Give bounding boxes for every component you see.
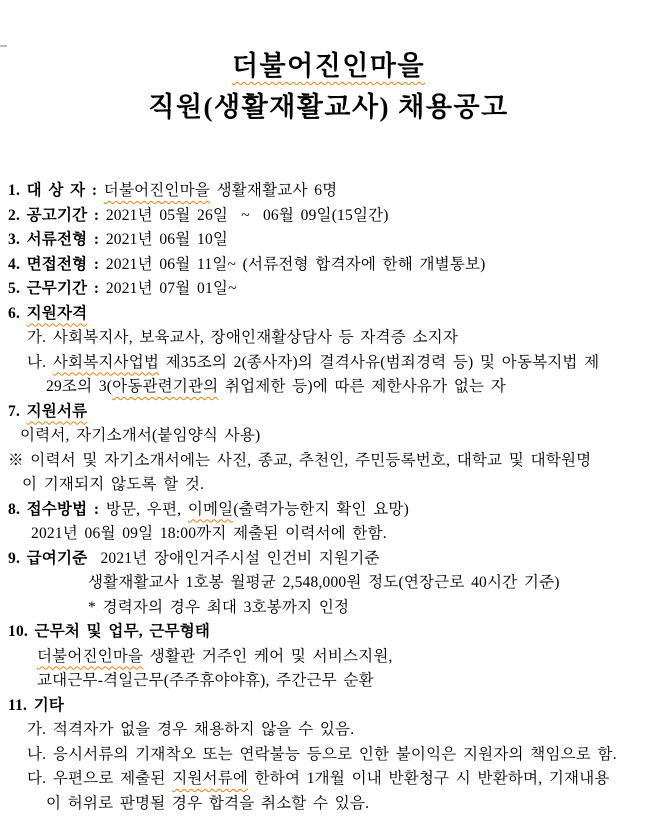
text-segment: * 경력자의 경우 최대 3호봉까지 인정 xyxy=(88,598,350,616)
text-segment: 2021년 06월 11일~ (서류전형 합격자에 한해 개별통보) xyxy=(105,255,486,273)
document-line-23 xyxy=(0,718,657,743)
document-line-14 xyxy=(0,498,657,523)
document-line-19 xyxy=(0,620,657,645)
text-segment: ※ 이력서 및 자기소개서에는 사진, 종교, 추천인, 주민등록번호, 대학교 및 대학원명 xyxy=(8,451,592,469)
text-segment: (출력가능한지 확인 요망) xyxy=(233,500,409,518)
text-segment: 5. 근무기간 : xyxy=(8,280,106,297)
text-segment: 다. 우편으로 제출된 xyxy=(27,770,173,787)
document-body xyxy=(0,179,657,816)
text-segment: 한하여 1개월 이내 반환청구 시 반환하며, 기재내용 xyxy=(248,770,610,787)
document-line-3 xyxy=(0,228,657,253)
text-segment: 10. 근무처 및 업무, 근무형태 xyxy=(8,623,211,640)
document-title xyxy=(0,46,657,128)
document-line-6 xyxy=(0,302,657,327)
text-segment: 교대근무-격일근무(주주휴야야휴), 주간근무 순환 xyxy=(37,672,374,689)
document-line-26 xyxy=(0,792,657,817)
document-line-9 xyxy=(0,375,657,400)
text-segment: 2021년 장애인거주시설 인건비 지원기준 xyxy=(87,549,380,567)
spellcheck-flagged-text: 이메일 xyxy=(187,500,234,518)
text-segment: 생활재활교사 6명 xyxy=(210,182,338,199)
text-segment: 8. 접수방법 : xyxy=(8,500,106,518)
spellcheck-flagged-text: 더불어진인마을 xyxy=(103,182,210,199)
document-line-25 xyxy=(0,767,657,792)
spellcheck-flagged-text: 사회복지사업법 xyxy=(52,353,160,371)
document-line-17 xyxy=(0,571,657,596)
text-segment: 2021년 07월 01일~ xyxy=(105,280,237,297)
text-segment: 취업제한 등)에 따른 제한사유가 없는 자 xyxy=(218,378,506,395)
text-segment: 2021년 06월 09일 18:00까지 제출된 이력서에 한함. xyxy=(31,525,387,542)
document-line-7 xyxy=(0,326,657,351)
document-line-18 xyxy=(0,596,657,621)
title-line-1-text: 더불어진인마을 xyxy=(231,51,426,81)
text-segment: 4. 면접전형 : xyxy=(8,255,106,273)
document-line-21 xyxy=(0,669,657,694)
text-segment: 가. 사회복지사, 보육교사, 장애인재활상담사 등 자격증 소지자 xyxy=(27,329,459,346)
document-line-2 xyxy=(0,204,657,229)
document-line-1 xyxy=(0,179,657,204)
text-segment: 나. 응시서류의 기재착오 또는 연락불능 등으로 인한 불이익은 지원자의 책임으로 함. xyxy=(27,745,617,763)
spellcheck-flagged-text: 지원서류 xyxy=(26,402,88,420)
document-line-5 xyxy=(0,277,657,302)
document-line-11 xyxy=(0,424,657,449)
title-line-1 xyxy=(0,46,657,87)
text-segment: 3. 서류전형 : xyxy=(8,231,106,248)
document-line-20 xyxy=(0,645,657,670)
text-segment: 7. xyxy=(8,402,27,420)
text-segment: 생활재활교사 1호봉 월평균 2,548,000원 정도(연장근로 40시간 기준) xyxy=(88,574,560,591)
spellcheck-flagged-text: 지원자격 xyxy=(26,304,88,322)
document-line-15 xyxy=(0,522,657,547)
document-line-16 xyxy=(0,547,657,572)
document-line-24 xyxy=(0,743,657,768)
spellcheck-flagged-text: 더불어진인마을 xyxy=(37,647,144,665)
text-segment: 1. 대 상 자 : xyxy=(8,182,104,199)
document-line-22 xyxy=(0,694,657,719)
document-line-12 xyxy=(0,449,657,474)
document-line-10 xyxy=(0,400,657,425)
text-segment: 2021년 06월 10일 xyxy=(105,231,229,248)
document-line-13 xyxy=(0,473,657,498)
text-segment: 이 기재되지 않도록 할 것. xyxy=(22,476,205,493)
text-segment: 가. 적격자가 없을 경우 채용하지 않을 수 있음. xyxy=(27,721,355,738)
document-line-8 xyxy=(0,351,657,376)
text-segment: 11. 기타 xyxy=(8,696,65,714)
text-segment: 이력서, 자기소개서(붙임양식 사용) xyxy=(20,427,261,444)
spellcheck-flagged-text: 지원서류에 xyxy=(172,770,249,787)
text-segment: 9. 급여기준 xyxy=(8,549,88,567)
document-line-4 xyxy=(0,253,657,278)
spellcheck-flagged-text: 아동관련기관의 xyxy=(112,378,219,395)
text-segment: 나. xyxy=(27,353,53,371)
text-segment: 제35조의 2(종사자)의 결격사유(범죄경력 등) 및 아동복지법 제 xyxy=(159,353,600,371)
text-segment: 생활관 거주인 케어 및 서비스지원, xyxy=(143,647,393,665)
text-segment: 이 허위로 판명될 경우 합격을 취소할 수 있음. xyxy=(46,794,370,812)
text-segment: 29조의 3( xyxy=(46,378,113,395)
text-segment: 2021년 05월 26일 ~ 06월 09일(15일간) xyxy=(105,206,389,224)
text-segment: 6. xyxy=(8,304,27,322)
text-segment: 2. 공고기간 : xyxy=(8,206,106,224)
title-line-2: 직원(생활재활교사) 채용공고 xyxy=(148,92,509,122)
text-segment: 방문, 우편, xyxy=(105,500,188,518)
